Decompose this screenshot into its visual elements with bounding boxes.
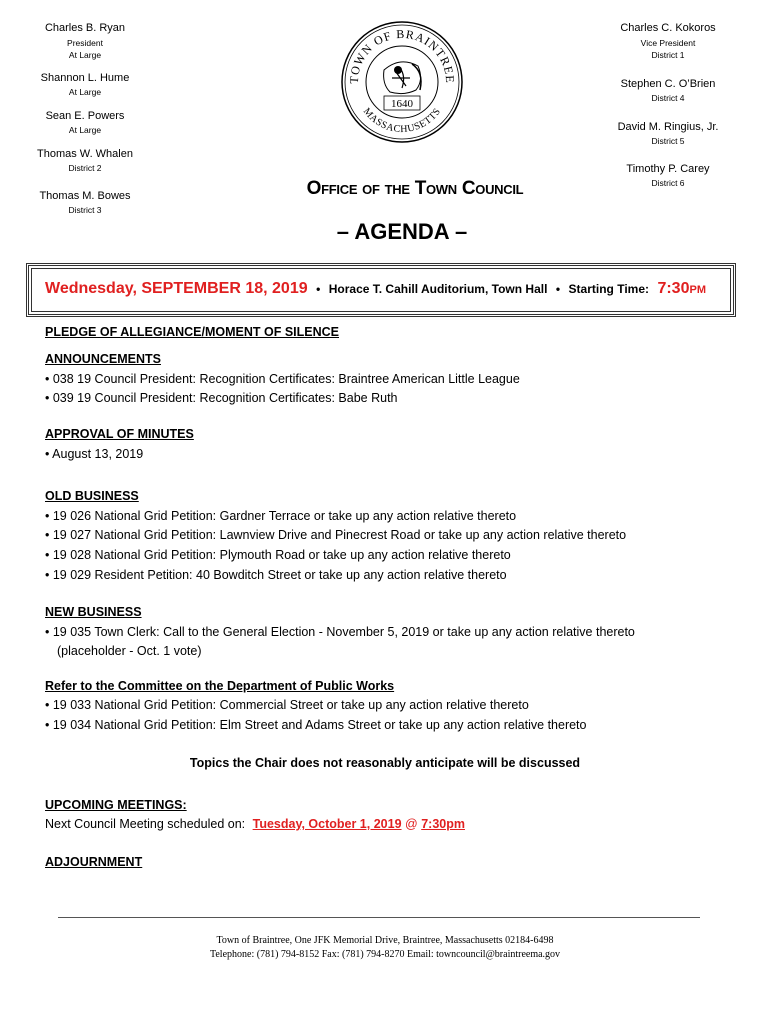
member-role: At Large (68, 125, 102, 135)
seal-top-text: TOWN OF BRAINTREE (346, 26, 458, 84)
minutes-heading: APPROVAL OF MINUTES (45, 427, 194, 441)
list-item: • 19 028 National Grid Petition: Plymouth Road or take up any action relative thereto (45, 548, 511, 562)
list-item: • 038 19 Council President: Recognition Certificates: Braintree American Little League (45, 372, 520, 386)
member (598, 121, 738, 146)
member (20, 148, 150, 173)
meeting-location: Horace T. Cahill Auditorium, Town Hall (328, 282, 548, 296)
member-role: President (67, 38, 103, 48)
member-name: David M. Ringius, Jr. (617, 121, 719, 133)
member (598, 22, 738, 60)
member-name: Shannon L. Hume (40, 72, 130, 84)
member-role: At Large (68, 87, 102, 97)
member-name: Sean E. Powers (45, 110, 125, 122)
member (20, 110, 150, 135)
member-role: District 1 (651, 50, 685, 60)
member-name: Thomas M. Bowes (39, 190, 131, 202)
member-name: Thomas W. Whalen (37, 148, 133, 160)
member (20, 22, 150, 60)
list-item: • 039 19 Council President: Recognition Certificates: Babe Ruth (45, 391, 398, 405)
member-name: Charles C. Kokoros (620, 22, 716, 34)
next-meeting-date: Tuesday, October 1, 2019 (252, 817, 402, 831)
seal-bottom-text: MASSACHUSETTS (360, 106, 444, 136)
topics-note: Topics the Chair does not reasonably anticipate will be discussed (189, 756, 581, 770)
public-works-heading: Refer to the Committee on the Department of Public Works (45, 679, 395, 693)
seal-icon (340, 20, 464, 144)
member-role: District 3 (68, 205, 102, 215)
member-name: Stephen C. O’Brien (620, 78, 716, 90)
member-role: District 2 (68, 163, 102, 173)
footer-address: Town of Braintree, One JFK Memorial Drive, Braintree, Massachusetts 02184-6498 (216, 935, 554, 946)
old-business-heading: OLD BUSINESS (45, 489, 139, 503)
member-role: District 5 (651, 136, 685, 146)
list-item: • 19 026 National Grid Petition: Gardner Terrace or take up any action relative thereto (45, 509, 517, 523)
bullet: • (555, 282, 561, 296)
meeting-info-line (45, 280, 706, 298)
office-title: Office of the Town Council (306, 178, 524, 199)
town-seal (340, 20, 464, 144)
list-item: (placeholder - Oct. 1 vote) (57, 644, 202, 658)
list-item: • 19 029 Resident Petition: 40 Bowditch Street or take up any action relative thereto (45, 568, 507, 582)
agenda-heading: – AGENDA – (336, 219, 468, 244)
bullet: • (316, 282, 321, 296)
footer-contact: Telephone: (781) 794-8152 Fax: (781) 794-8270 Email: towncouncil@braintreema.gov (209, 949, 561, 960)
member-role: Vice President (640, 38, 696, 48)
meeting-info-box (26, 263, 736, 317)
member-role: At Large (68, 50, 102, 60)
member (20, 72, 150, 97)
seal-year: 1640 (391, 98, 413, 110)
pledge-heading: PLEDGE OF ALLEGIANCE/MOMENT OF SILENCE (45, 325, 339, 339)
meeting-date: Wednesday, SEPTEMBER 18, 2019 (45, 280, 308, 297)
list-item: • 19 027 National Grid Petition: Lawnview Drive and Pinecrest Road or take up any action relative thereto (45, 528, 627, 542)
member-name: Charles B. Ryan (44, 22, 126, 34)
new-business-heading: NEW BUSINESS (45, 605, 142, 619)
list-item: • 19 034 National Grid Petition: Elm Street and Adams Street or take up any action relative thereto (45, 718, 587, 732)
list-item: • 19 033 National Grid Petition: Commercial Street or take up any action relative thereto (45, 698, 529, 712)
upcoming-heading: UPCOMING MEETINGS: (45, 798, 187, 812)
next-meeting-time: 7:30pm (421, 817, 465, 831)
member-role: District 6 (651, 178, 685, 188)
adjournment-heading: ADJOURNMENT (45, 855, 143, 869)
list-item: • 19 035 Town Clerk: Call to the General Election - November 5, 2019 or take up any action relative thereto (45, 625, 635, 639)
next-meeting-line (45, 817, 465, 831)
next-meeting-prefix: Next Council Meeting scheduled on: (45, 817, 246, 831)
member-name: Timothy P. Carey (626, 163, 710, 175)
next-meeting-at: @ (405, 817, 418, 831)
member-role: District 4 (651, 93, 685, 103)
list-item: • August 13, 2019 (45, 447, 144, 461)
member (598, 78, 738, 103)
start-label: Starting Time: (568, 282, 649, 296)
start-suffix: PM (689, 284, 706, 296)
footer-divider (58, 917, 700, 918)
start-time: 7:30 (657, 280, 690, 297)
announcements-heading: ANNOUNCEMENTS (45, 352, 161, 366)
